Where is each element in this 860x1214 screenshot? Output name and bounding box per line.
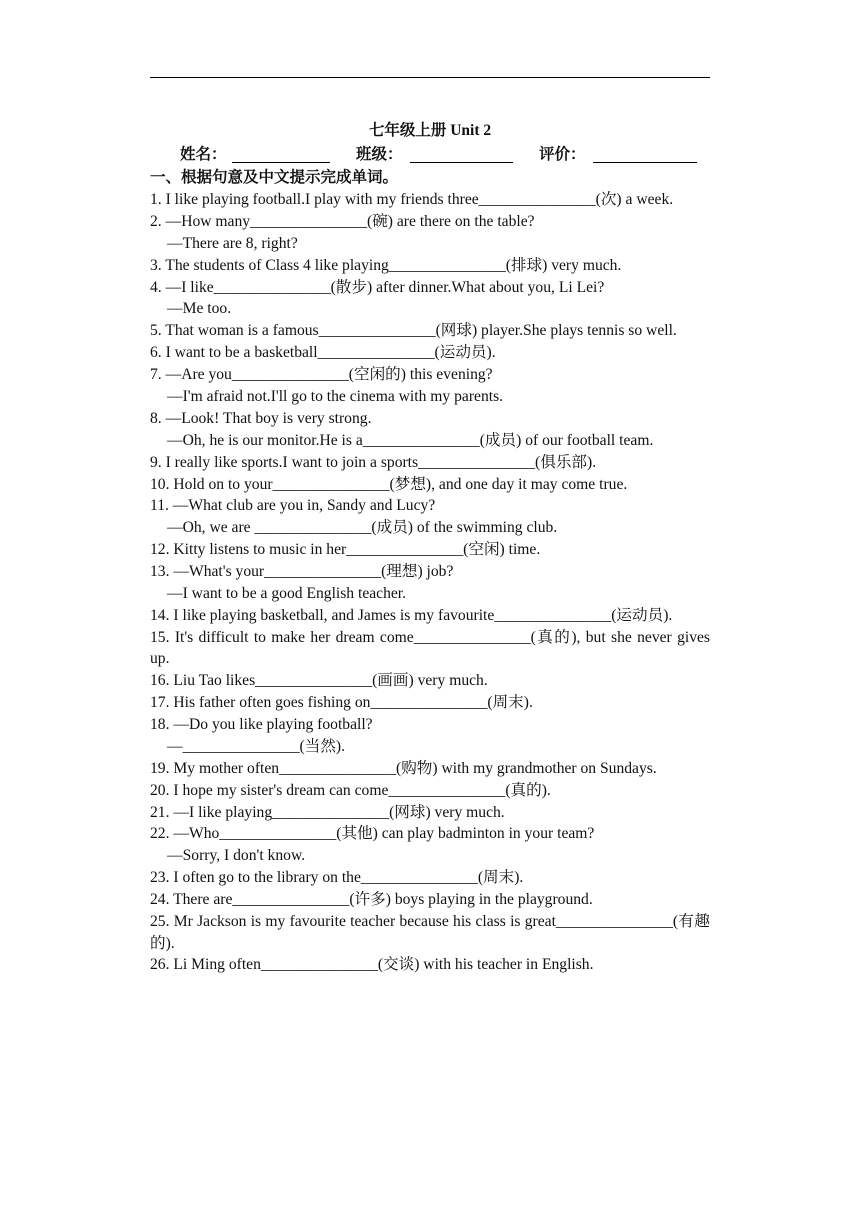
question-item: 19. My mother often_______________(购物) with my grandmother on Sundays. (150, 759, 657, 777)
question-follow-line: —Me too. (167, 300, 232, 318)
question-item: 14. I like playing basketball, and James is my favourite_______________(运动员). (150, 606, 673, 624)
question-item: 11. —What club are you in, Sandy and Lucy? (150, 497, 436, 515)
question-item: 18. —Do you like playing football? (150, 715, 373, 733)
worksheet-title: 七年级上册 Unit 2 (368, 122, 492, 139)
header-rule (150, 77, 710, 78)
question-item: 4. —I like_______________(散步) after dinner.What about you, Li Lei? (150, 278, 605, 296)
question-follow-line: —_______________(当然). (167, 737, 346, 755)
question-item: 23. I often go to the library on the_______________(周末). (150, 869, 524, 887)
question-item: 20. I hope my sister's dream can come_______________(真的). (150, 781, 551, 799)
grade-field-line[interactable] (593, 162, 697, 163)
question-item: 7. —Are you_______________(空闲的) this evening? (150, 366, 493, 384)
question-item: 17. His father often goes fishing on_______________(周末). (150, 694, 533, 712)
question-item: 25. Mr Jackson is my favourite teacher because his class is great_______________(有趣的). (150, 913, 710, 952)
grade-label: 评价： (539, 146, 586, 163)
name-label: 姓名： (180, 146, 227, 163)
question-item: 9. I really like sports.I want to join a sports_______________(俱乐部). (150, 453, 597, 471)
question-item: 12. Kitty listens to music in her_______________(空闲) time. (150, 541, 541, 559)
question-item: 13. —What's your_______________(理想) job? (150, 563, 454, 581)
question-item: 21. —I like playing_______________(网球) very much. (150, 803, 505, 821)
question-item: 22. —Who_______________(其他) can play badminton in your team? (150, 825, 595, 843)
student-info-row (180, 143, 710, 167)
question-follow-line: —I'm afraid not.I'll go to the cinema with my parents. (167, 388, 504, 406)
question-item: 26. Li Ming often_______________(交谈) with his teacher in English. (150, 956, 594, 974)
name-field-line[interactable] (232, 162, 330, 163)
question-item: 16. Liu Tao likes_______________(画画) very much. (150, 672, 488, 690)
class-field-line[interactable] (410, 162, 513, 163)
question-list (150, 189, 710, 976)
question-item: 1. I like playing football.I play with my friends three_______________(次) a week. (150, 191, 674, 208)
question-item: 5. That woman is a famous_______________(网球) player.She plays tennis so well. (150, 322, 677, 340)
class-label: 班级： (356, 146, 403, 163)
question-item: 10. Hold on to your_______________(梦想), and one day it may come true. (150, 475, 628, 493)
question-item: 2. —How many_______________(碗) are there on the table? (150, 212, 535, 230)
question-item: 3. The students of Class 4 like playing_______________(排球) very much. (150, 256, 622, 274)
question-item: 8. —Look! That boy is very strong. (150, 409, 372, 427)
question-item: 15. It's difficult to make her dream come_______________(真的), but she never gives up. (150, 628, 710, 668)
question-item: 6. I want to be a basketball_______________(运动员). (150, 344, 496, 362)
question-follow-line: —Oh, he is our monitor.He is a_______________(成员) of our football team. (167, 431, 654, 449)
question-follow-line: —There are 8, right? (167, 234, 298, 252)
question-follow-line: —I want to be a good English teacher. (167, 585, 407, 603)
section-title: 一、根据句意及中文提示完成单词。 (150, 169, 399, 186)
question-follow-line: —Oh, we are _______________(成员) of the swimming club. (167, 519, 558, 537)
question-item: 24. There are_______________(许多) boys playing in the playground. (150, 891, 593, 909)
question-follow-line: —Sorry, I don't know. (167, 847, 306, 865)
